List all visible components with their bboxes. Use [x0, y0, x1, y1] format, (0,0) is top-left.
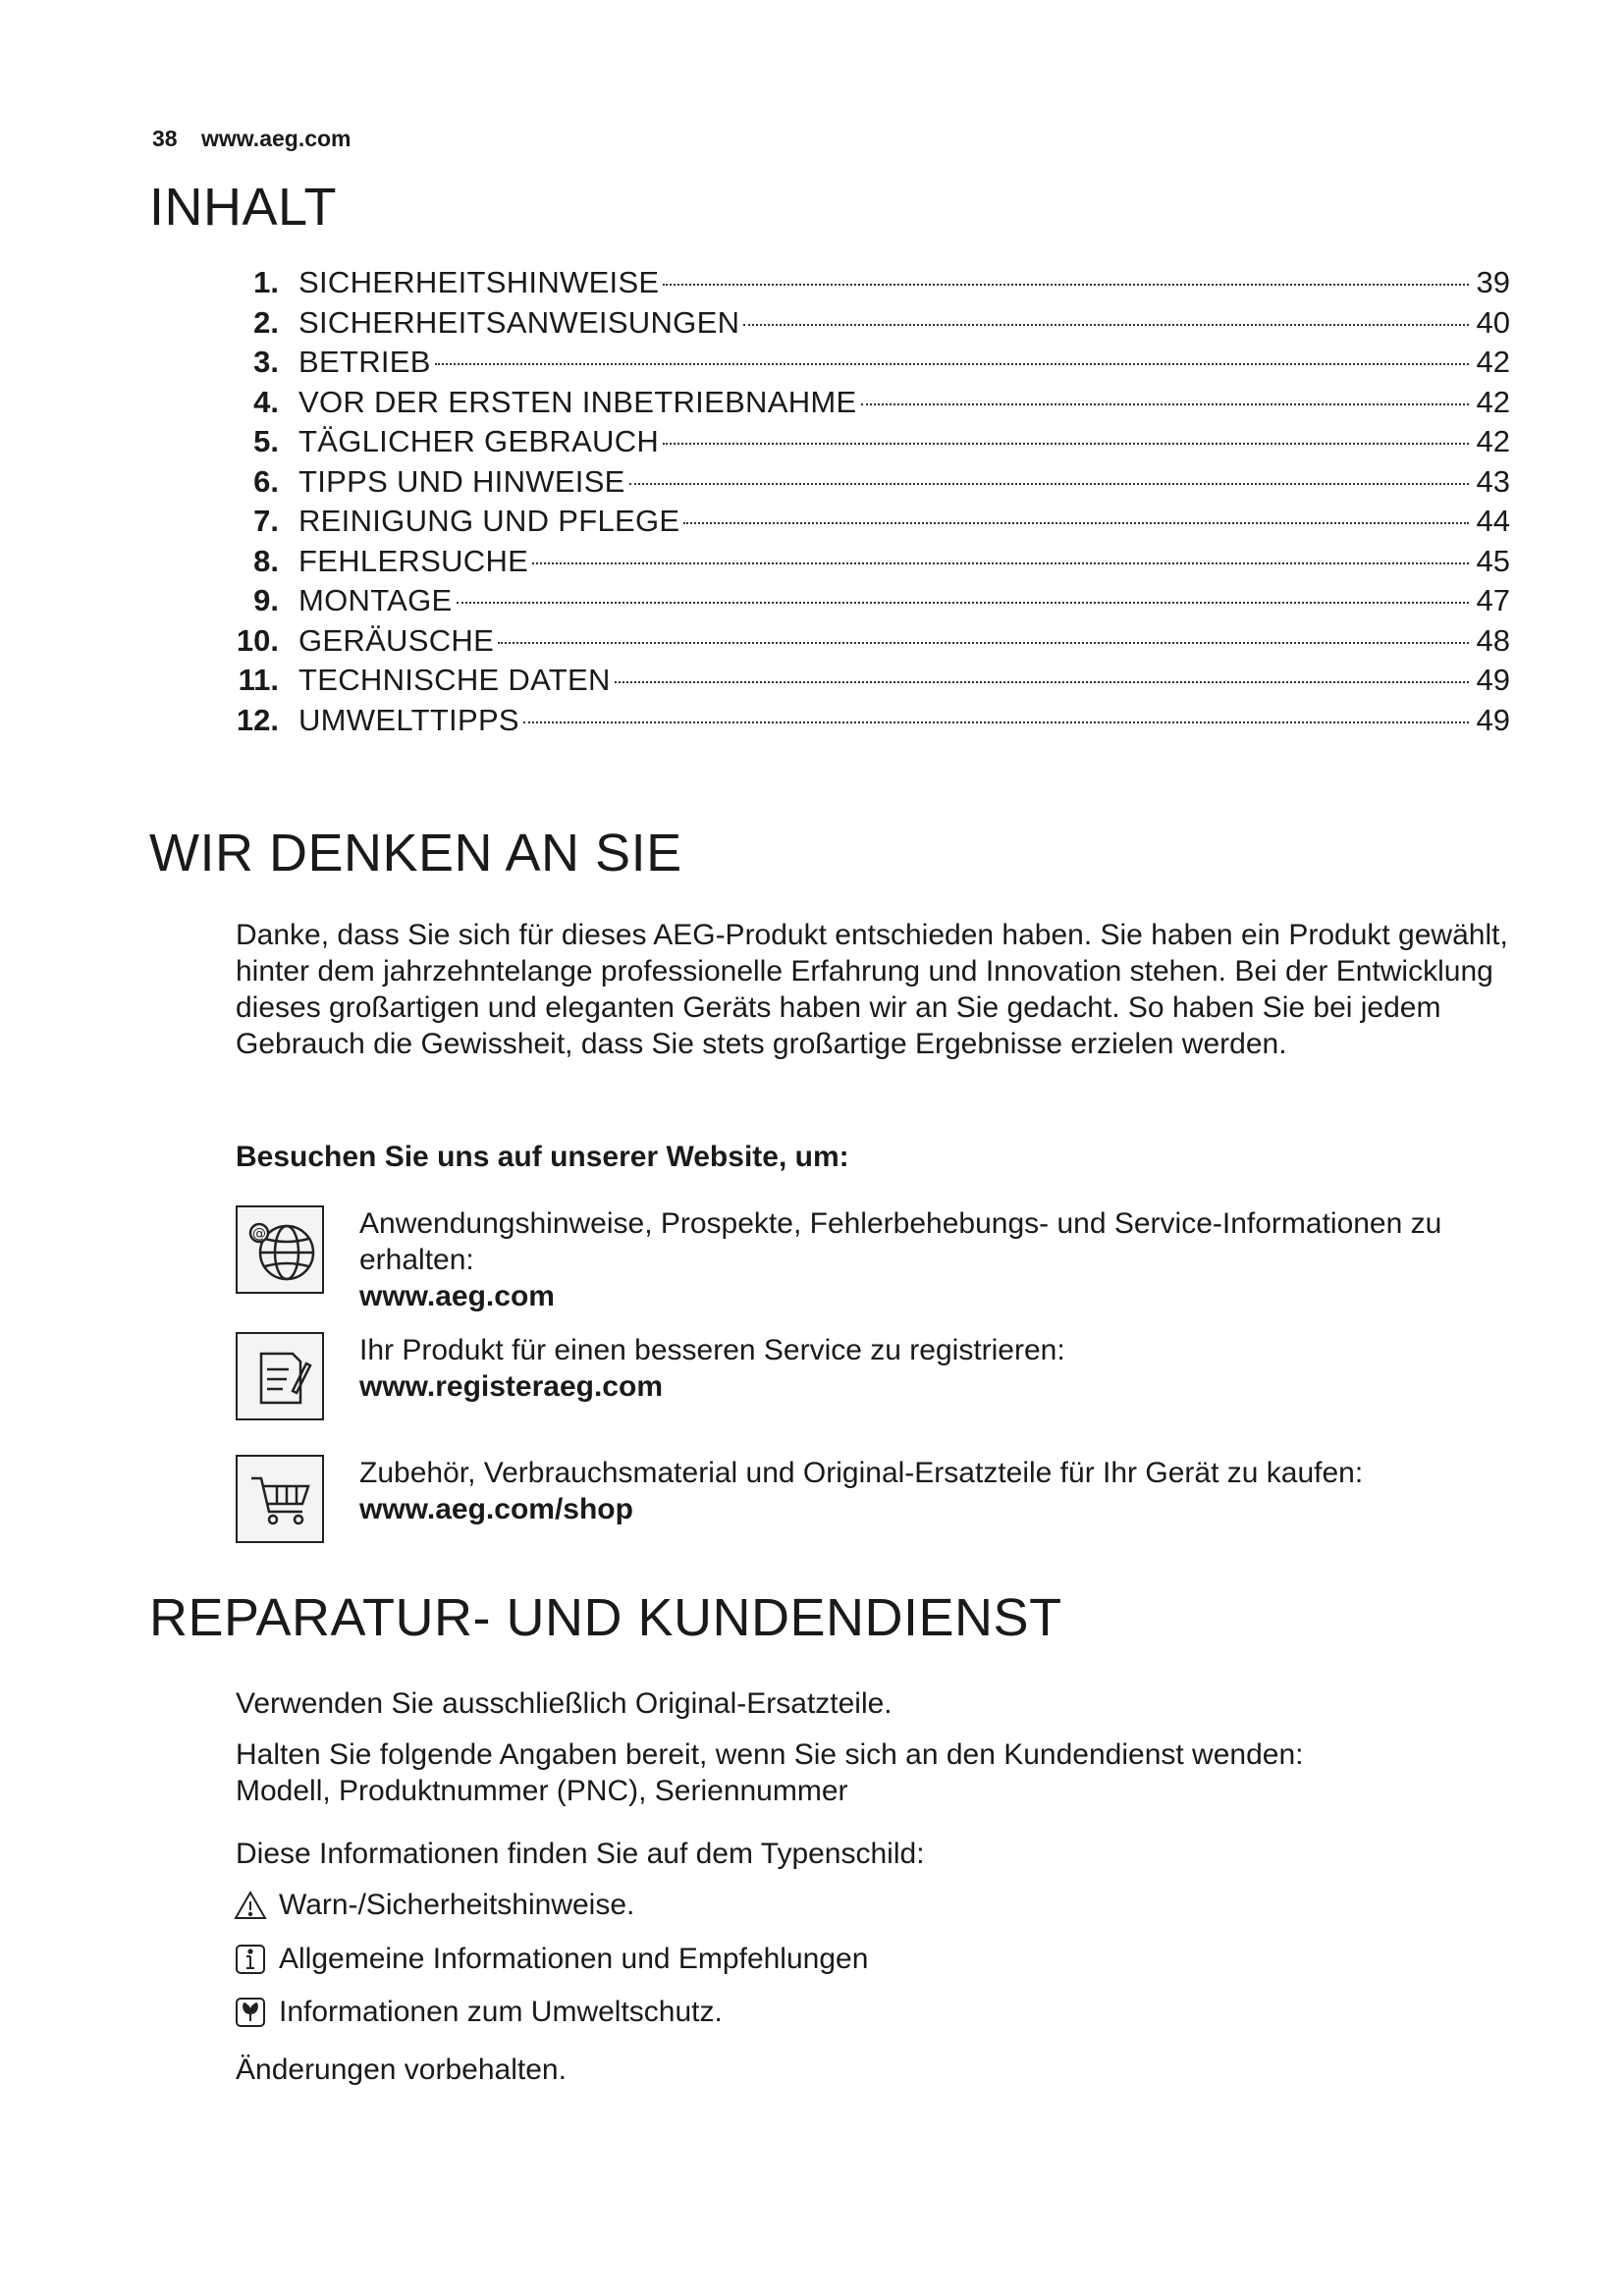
- globe-at-icon: [236, 1205, 324, 1294]
- toc-page: 48: [1476, 622, 1510, 658]
- toc-leader: [532, 562, 1469, 564]
- toc-page: 42: [1476, 424, 1510, 458]
- toc-title: REINIGUNG UND PFLEGE: [298, 504, 680, 538]
- symbol-text: Allgemeine Informationen und Empfehlungen: [279, 1943, 869, 1975]
- toc-page: 44: [1476, 504, 1510, 538]
- toc-title: MONTAGE: [298, 583, 453, 617]
- register-document-icon: [236, 1332, 324, 1420]
- toc-item[interactable]: [222, 464, 1510, 505]
- toc-item[interactable]: [222, 703, 1510, 743]
- toc-leader: [683, 522, 1469, 524]
- toc-leader: [663, 284, 1469, 286]
- toc-number: 2.: [253, 304, 279, 340]
- toc-item[interactable]: [222, 583, 1510, 623]
- service-request-text: Halten Sie folgende Angaben bereit, wenn Sie sich an den Kundendienst wenden:: [236, 1738, 1304, 1771]
- page-header: [152, 126, 352, 152]
- symbol-environment-row: [234, 1996, 723, 2029]
- visit-text: [359, 1332, 1508, 1405]
- toc-page: 45: [1476, 543, 1510, 578]
- toc-item[interactable]: [222, 623, 1510, 664]
- warning-triangle-icon: [234, 1889, 267, 1922]
- symbol-warning-row: [234, 1889, 634, 1922]
- model-info-text: Modell, Produktnummer (PNC), Seriennummer: [236, 1775, 848, 1807]
- toc-item[interactable]: [222, 504, 1510, 544]
- toc-page: 49: [1476, 702, 1510, 737]
- toc-item[interactable]: [222, 385, 1510, 425]
- toc-page: 39: [1476, 265, 1510, 299]
- link-shop[interactable]: www.aeg.com/shop: [359, 1493, 633, 1525]
- environment-icon: [234, 1996, 267, 2029]
- toc-number: 10.: [236, 622, 279, 658]
- link-registeraeg[interactable]: www.registeraeg.com: [359, 1370, 663, 1403]
- toc-number: 6.: [253, 463, 279, 499]
- toc-number: 8.: [253, 543, 279, 578]
- toc-title: TÄGLICHER GEBRAUCH: [298, 424, 660, 458]
- header-url[interactable]: www.aeg.com: [200, 126, 352, 151]
- visit-description: Zubehör, Verbrauchsmaterial und Original-Ersatzteile für Ihr Gerät zu kaufen:: [359, 1457, 1364, 1489]
- visit-text: [359, 1455, 1508, 1527]
- toc-page: 42: [1476, 345, 1510, 379]
- reparatur-paragraph-info: [236, 1736, 1512, 1809]
- toc-title: UMWELTTIPPS: [298, 702, 519, 737]
- toc-leader: [498, 642, 1469, 644]
- reparatur-paragraph-parts: Verwenden Sie ausschließlich Original-Ersatzteile.: [236, 1687, 893, 1720]
- toc-title: SICHERHEITSHINWEISE: [298, 265, 660, 299]
- toc-title: TIPPS UND HINWEISE: [298, 463, 625, 499]
- typenschild-paragraph: Diese Informationen finden Sie auf dem Typenschild:: [236, 1838, 925, 1870]
- visit-description: Ihr Produkt für einen besseren Service zu registrieren:: [359, 1334, 1065, 1366]
- toc-leader: [435, 363, 1469, 365]
- symbol-text: Informationen zum Umweltschutz.: [279, 1996, 723, 2028]
- wir-denken-heading: WIR DENKEN AN SIE: [149, 824, 682, 882]
- toc-item[interactable]: [222, 544, 1510, 584]
- toc-title: FEHLERSUCHE: [298, 543, 529, 578]
- reparatur-heading: REPARATUR- UND KUNDENDIENST: [149, 1588, 1062, 1647]
- changes-note: Änderungen vorbehalten.: [236, 2054, 567, 2086]
- toc-page: 49: [1476, 663, 1510, 697]
- toc-item[interactable]: [222, 663, 1510, 703]
- symbol-text: Warn-/Sicherheitshinweise.: [279, 1889, 635, 1921]
- toc-title: SICHERHEITSANWEISUNGEN: [298, 304, 740, 340]
- toc-number: 3.: [253, 345, 279, 379]
- link-aeg[interactable]: www.aeg.com: [359, 1280, 555, 1312]
- svg-text:@: @: [252, 1226, 266, 1242]
- toc-page: 43: [1476, 463, 1510, 499]
- toc-leader: [615, 681, 1469, 683]
- toc-leader: [457, 602, 1469, 604]
- toc-title: TECHNISCHE DATEN: [298, 663, 611, 697]
- toc-title: BETRIEB: [298, 345, 431, 379]
- toc-leader: [743, 324, 1469, 326]
- symbol-info-row: [234, 1943, 868, 1976]
- toc-leader: [663, 443, 1469, 445]
- visit-description: Anwendungshinweise, Prospekte, Fehlerbehebungs- und Service-Informationen zu erhalten:: [359, 1207, 1442, 1276]
- toc-leader: [629, 483, 1469, 485]
- table-of-contents: [222, 265, 1510, 742]
- inhalt-heading: INHALT: [149, 178, 338, 237]
- toc-number: 11.: [238, 663, 279, 697]
- intro-paragraph: Danke, dass Sie sich für dieses AEG-Produkt entschieden haben. Sie haben ein Produkt gewählt, hinter dem jahrzehntelange professionelle Erfahrung und Innovation stehen. Bei der Entwicklung dieses großartigen und eleganten Geräts haben wir an Sie gedacht. So haben Sie bei jedem Gebrauch die Gewissheit, dass Sie stets großartige Ergebnisse erzielen werden.: [236, 919, 1508, 1060]
- toc-number: 7.: [253, 504, 279, 538]
- page-number: 38: [152, 126, 178, 151]
- toc-item[interactable]: [222, 424, 1510, 464]
- toc-number: 4.: [253, 384, 279, 419]
- toc-number: 9.: [253, 583, 279, 617]
- toc-item[interactable]: [222, 265, 1510, 305]
- info-icon: [234, 1943, 267, 1976]
- toc-number: 1.: [253, 265, 279, 299]
- toc-leader: [523, 721, 1469, 723]
- toc-number: 12.: [236, 702, 279, 737]
- visit-text: [359, 1205, 1508, 1314]
- toc-item[interactable]: [222, 345, 1510, 385]
- toc-number: 5.: [253, 424, 279, 458]
- toc-page: 42: [1476, 384, 1510, 419]
- toc-item[interactable]: [222, 305, 1510, 346]
- toc-title: GERÄUSCHE: [298, 622, 495, 658]
- toc-leader: [861, 403, 1469, 405]
- toc-page: 40: [1476, 304, 1510, 340]
- visit-label: Besuchen Sie uns auf unserer Website, um:: [236, 1141, 849, 1173]
- shopping-cart-icon: [236, 1455, 324, 1543]
- toc-page: 47: [1476, 583, 1510, 617]
- toc-title: VOR DER ERSTEN INBETRIEBNAHME: [298, 384, 857, 419]
